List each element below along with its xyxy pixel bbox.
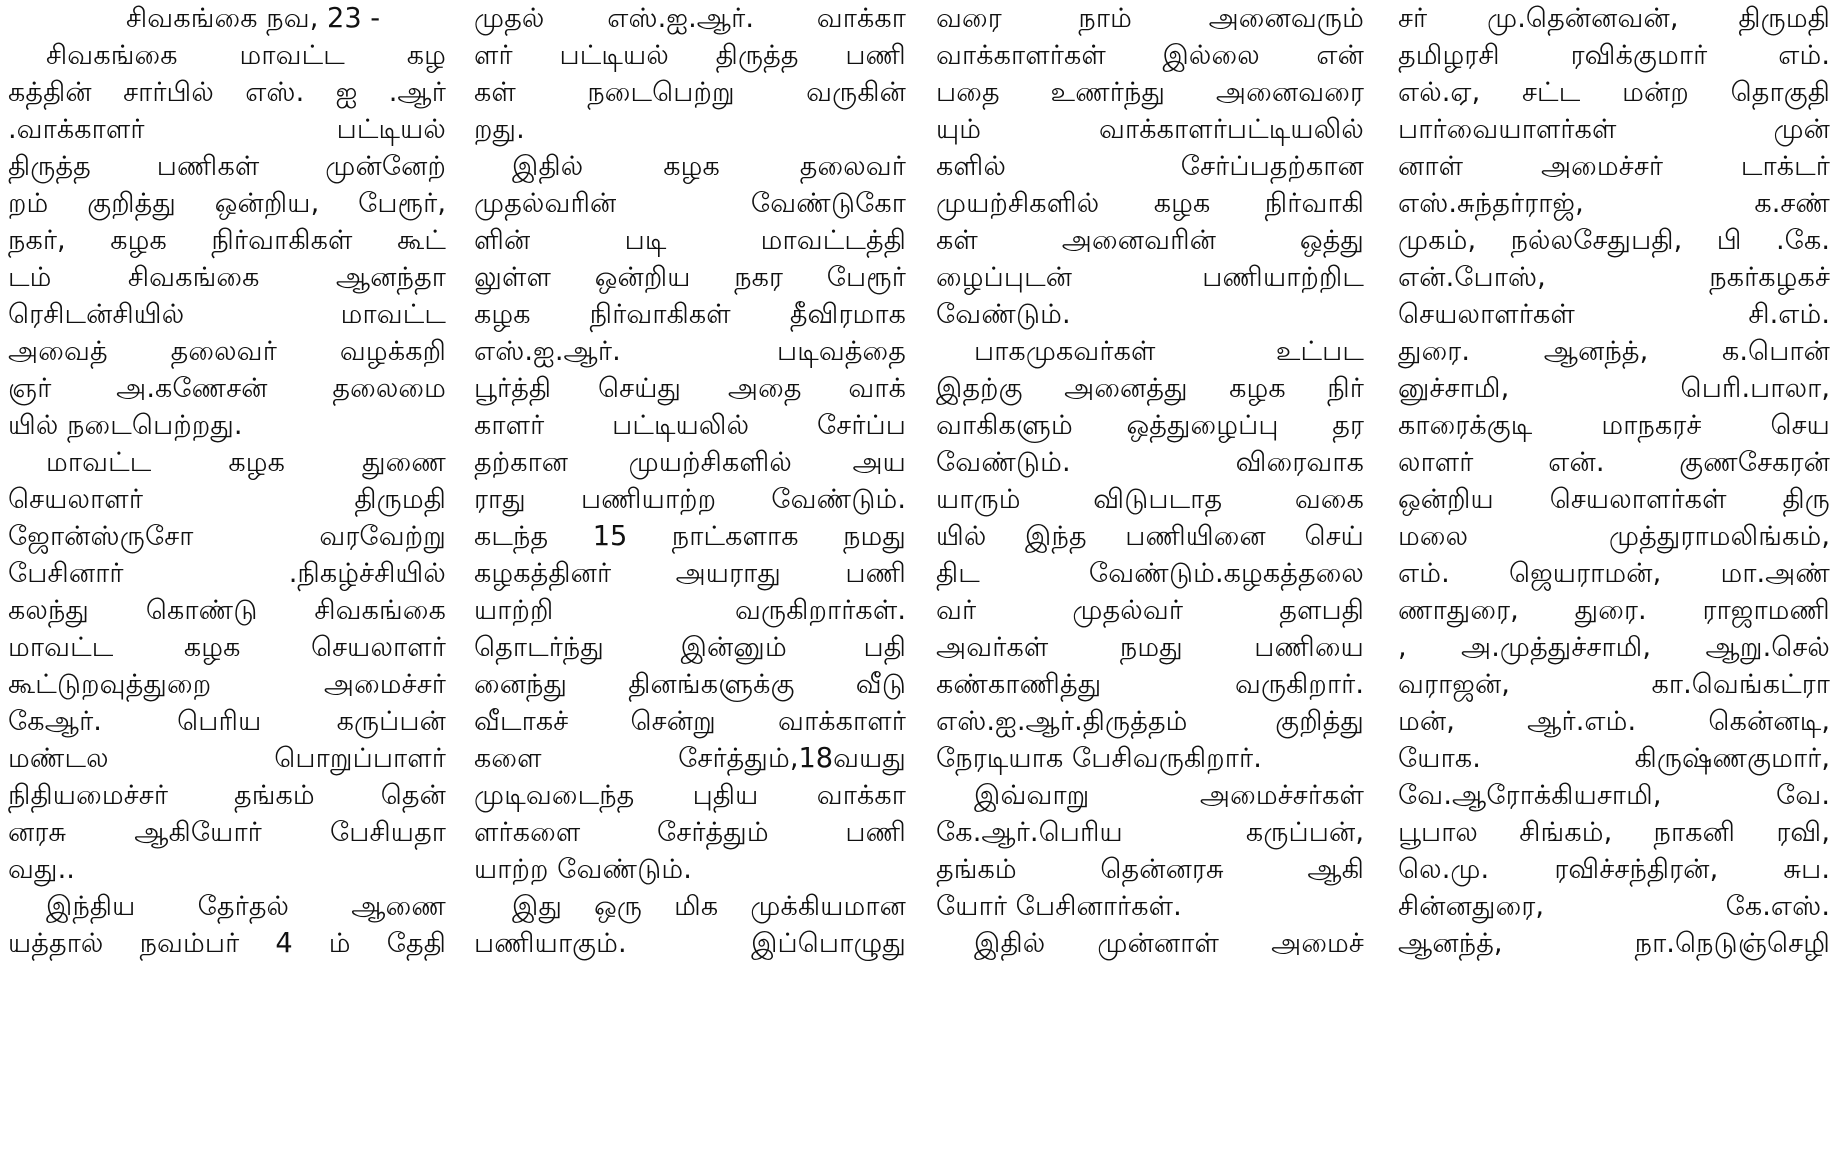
text-line: கத்தின் சார்பில் எஸ். ஐ .ஆர் — [8, 77, 446, 108]
text-line: முயற்சிகளில் கழக நிர்வாகி — [936, 188, 1364, 219]
text-line: சர் மு.தென்னவன், திருமதி — [1398, 3, 1830, 34]
text-line: எல்.ஏ, சட்ட மன்ற தொகுதி — [1398, 77, 1830, 108]
text-line: ஒன்றிய செயலாளர்கள் திரு — [1398, 484, 1830, 515]
text-line: னைந்து தினங்களுக்கு வீடு — [474, 669, 906, 700]
text-line: லுள்ள ஒன்றிய நகர பேரூர் — [474, 262, 906, 293]
text-line: வே.ஆரோக்கியசாமி, வே. — [1398, 780, 1830, 811]
text-line: தங்கம் தென்னரசு ஆகி — [936, 854, 1364, 885]
column-4 — [1398, 0, 1830, 1162]
text-line: பார்வையாளர்கள் முன் — [1398, 114, 1830, 145]
text-line: ஞர் அ.கணேசன் தலைமை — [8, 373, 446, 404]
text-line: இதில் கழக தலைவர் — [512, 151, 906, 182]
text-line: யோர் பேசினார்கள். — [936, 891, 1182, 922]
text-line: துரை. ஆனந்த், க.பொன் — [1398, 336, 1830, 367]
text-line: வாக்காளர்கள் இல்லை என் — [936, 40, 1364, 71]
text-line: மண்டல பொறுப்பாளர் — [8, 743, 446, 774]
text-line: வது.. — [8, 854, 75, 885]
text-line: டம் சிவகங்கை ஆனந்தா — [8, 262, 446, 293]
text-line: கூட்டுறவுத்துறை அமைச்சர் — [8, 669, 446, 700]
text-line: மலை முத்துராமலிங்கம், — [1398, 521, 1830, 552]
text-line: யும் வாக்காளர்பட்டியலில் — [936, 114, 1364, 145]
text-line: இதற்கு அனைத்து கழக நிர் — [936, 373, 1364, 404]
column-3 — [936, 0, 1364, 1162]
text-line: என்.போஸ், நகர்கழகச் — [1398, 262, 1830, 293]
text-line: எஸ்.சுந்தர்ராஜ், க.சண் — [1398, 188, 1830, 219]
text-line: கழக நிர்வாகிகள் தீவிரமாக — [474, 299, 906, 330]
text-line: நேரடியாக பேசிவருகிறார். — [936, 743, 1262, 774]
text-line: னரசு ஆகியோர் பேசியதா — [8, 817, 446, 848]
text-line: னாள் அமைச்சர் டாக்டர் — [1398, 151, 1830, 182]
text-line: இதில் முன்னாள் அமைச் — [974, 928, 1364, 959]
text-line: நகர், கழக நிர்வாகிகள் கூட் — [8, 225, 446, 256]
text-line: அவர்கள் நமது பணியை — [936, 632, 1364, 663]
column-2 — [474, 0, 906, 1162]
text-line: ளின் படி மாவட்டத்தி — [474, 225, 906, 256]
text-line: இந்திய தேர்தல் ஆணை — [46, 891, 446, 922]
text-line: யாரும் விடுபடாத வகை — [936, 484, 1364, 515]
text-line: பூர்த்தி செய்து அதை வாக் — [474, 373, 906, 404]
text-line: யத்தால் நவம்பர் 4 ம் தேதி — [8, 928, 446, 959]
column-1 — [8, 0, 446, 1162]
text-line: முதல்வரின் வேண்டுகோ — [474, 188, 906, 219]
text-line: ளர்களை சேர்த்தும் பணி — [474, 817, 906, 848]
text-line: சிவகங்கை மாவட்ட கழ — [46, 40, 446, 71]
text-line: லெ.மு. ரவிச்சந்திரன், சுப. — [1398, 854, 1830, 885]
text-line: பேசினார் .நிகழ்ச்சியில் — [8, 558, 446, 589]
text-line: ரெசிடன்சியில் மாவட்ட — [8, 299, 446, 330]
text-line: மன், ஆர்.எம். கென்னடி, — [1398, 706, 1830, 737]
text-line: திருத்த பணிகள் முன்னேற் — [8, 151, 446, 182]
text-line: செயலாளர்கள் சி.எம். — [1398, 299, 1830, 330]
text-line: பூபால சிங்கம், நாகனி ரவி, — [1398, 817, 1830, 848]
text-line: ராது பணியாற்ற வேண்டும். — [474, 484, 906, 515]
text-line: கண்காணித்து வருகிறார். — [936, 669, 1364, 700]
text-line: யாற்ற வேண்டும். — [474, 854, 692, 885]
text-line: னுச்சாமி, பெரி.பாலா, — [1398, 373, 1830, 404]
text-line: வேண்டும். — [936, 299, 1071, 330]
text-line: கடந்த 15 நாட்களாக நமது — [474, 521, 906, 552]
text-line: யில் இந்த பணியினை செய் — [936, 521, 1364, 552]
text-line: செயலாளர் திருமதி — [8, 484, 446, 515]
text-line: யோக. கிருஷ்ணகுமார், — [1398, 743, 1830, 774]
text-line: வேண்டும். விரைவாக — [936, 447, 1364, 478]
text-line: .வாக்காளர் பட்டியல் — [8, 114, 446, 145]
text-line: , அ.முத்துச்சாமி, ஆறு.செல் — [1398, 632, 1830, 663]
text-line: திட வேண்டும்.கழகத்தலை — [936, 558, 1364, 589]
text-line: முகம், நல்லசேதுபதி, பி .கே. — [1398, 225, 1830, 256]
text-line: கள் நடைபெற்று வருகின் — [474, 77, 906, 108]
text-line: கே.ஆர்.பெரிய கருப்பன், — [936, 817, 1364, 848]
dateline: சிவகங்கை நவ, 23 - — [126, 3, 381, 34]
text-line: பாகமுகவர்கள் உட்பட — [974, 336, 1364, 367]
text-line: யில் நடைபெற்றது. — [8, 410, 243, 441]
text-line: நிதியமைச்சர் தங்கம் தென் — [8, 780, 446, 811]
text-line: களில் சேர்ப்பதற்கான — [936, 151, 1364, 182]
text-line: தற்கான முயற்சிகளில் அய — [474, 447, 906, 478]
text-line: றம் குறித்து ஒன்றிய, பேரூர், — [8, 188, 446, 219]
text-line: ணாதுரை, துரை. ராஜாமணி — [1398, 595, 1830, 626]
text-line: முதல் எஸ்.ஐ.ஆர். வாக்கா — [474, 3, 906, 34]
text-line: தமிழரசி ரவிக்குமார் எம். — [1398, 40, 1830, 71]
text-line: வீடாகச் சென்று வாக்காளர் — [474, 706, 906, 737]
text-line: எம். ஜெயராமன், மா.அண் — [1398, 558, 1830, 589]
text-line: இவ்வாறு அமைச்சர்கள் — [974, 780, 1364, 811]
text-line: கேஆர். பெரிய கருப்பன் — [8, 706, 446, 737]
text-line: மாவட்ட கழக துணை — [46, 447, 446, 478]
text-line: எஸ்.ஐ.ஆர். படிவத்தை — [474, 336, 906, 367]
text-line: மாவட்ட கழக செயலாளர் — [8, 632, 446, 663]
text-line: பணியாகும். இப்பொழுது — [474, 928, 906, 959]
text-line: கலந்து கொண்டு சிவகங்கை — [8, 595, 446, 626]
text-line: லாளர் என். குணசேகரன் — [1398, 447, 1830, 478]
text-line: ழைப்புடன் பணியாற்றிட — [936, 262, 1364, 293]
text-line: அவைத் தலைவர் வழக்கறி — [8, 336, 446, 367]
text-line: முடிவடைந்த புதிய வாக்கா — [474, 780, 906, 811]
text-line: வரை நாம் அனைவரும் — [936, 3, 1364, 34]
text-line: வாகிகளும் ஒத்துழைப்பு தர — [936, 410, 1364, 441]
text-line: இது ஒரு மிக முக்கியமான — [512, 891, 906, 922]
text-line: களை சேர்த்தும்,18வயது — [474, 743, 906, 774]
text-line: வர் முதல்வர் தளபதி — [936, 595, 1364, 626]
text-line: ஆனந்த், நா.நெடுஞ்செழி — [1398, 928, 1830, 959]
text-line: ஜோன்ஸ்ருசோ வரவேற்று — [8, 521, 446, 552]
text-line: கழகத்தினர் அயராது பணி — [474, 558, 906, 589]
text-line: வராஜன், கா.வெங்கட்ரா — [1398, 669, 1830, 700]
text-line: றது. — [474, 114, 525, 145]
text-line: எஸ்.ஐ.ஆர்.திருத்தம் குறித்து — [936, 706, 1364, 737]
text-line: ளர் பட்டியல் திருத்த பணி — [474, 40, 906, 71]
text-line: சின்னதுரை, கே.எஸ். — [1398, 891, 1830, 922]
text-line: காரைக்குடி மாநகரச் செய — [1398, 410, 1830, 441]
text-line: காளர் பட்டியலில் சேர்ப்ப — [474, 410, 906, 441]
text-line: யாற்றி வருகிறார்கள். — [474, 595, 906, 626]
text-line: பதை உணர்ந்து அனைவரை — [936, 77, 1364, 108]
text-line: தொடர்ந்து இன்னும் பதி — [474, 632, 906, 663]
text-line: கள் அனைவரின் ஒத்து — [936, 225, 1364, 256]
